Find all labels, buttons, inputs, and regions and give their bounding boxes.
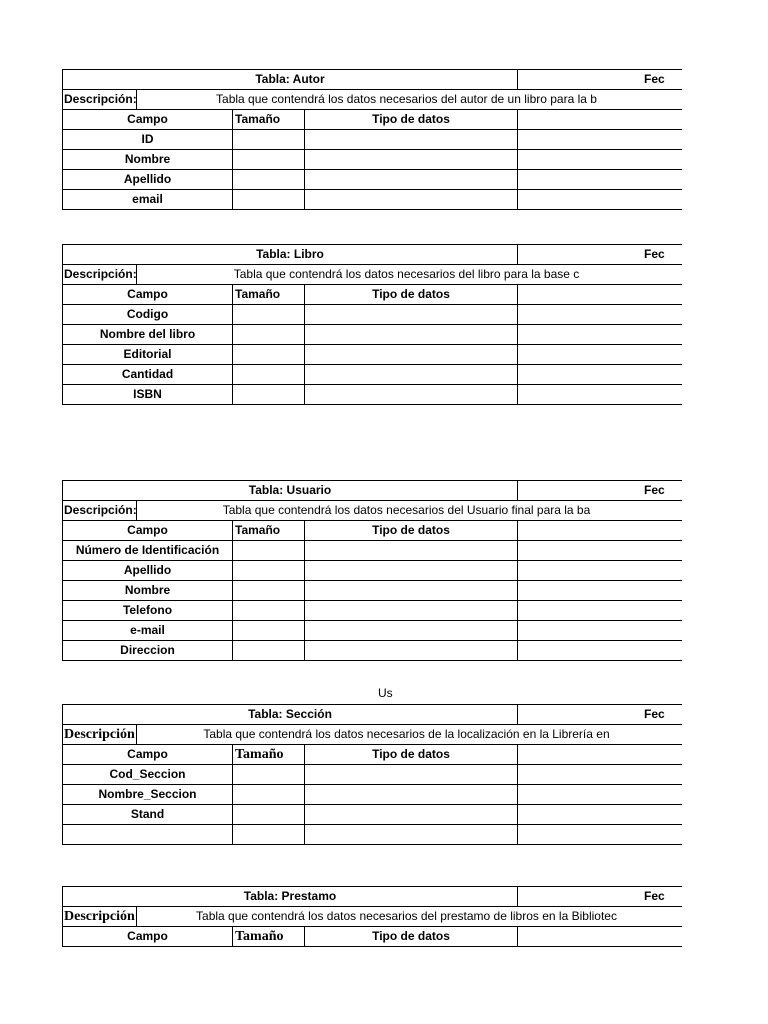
header-campo: Campo bbox=[62, 745, 232, 764]
table-title: Tabla: Prestamo bbox=[62, 887, 517, 906]
table-row bbox=[62, 189, 682, 209]
title-row bbox=[62, 480, 682, 500]
field-type[interactable] bbox=[304, 325, 517, 344]
field-type[interactable] bbox=[304, 581, 517, 600]
title-row bbox=[62, 886, 682, 906]
field-size[interactable] bbox=[232, 190, 304, 209]
header-row bbox=[62, 744, 682, 764]
field-name: ISBN bbox=[62, 385, 232, 404]
table-bottom-border bbox=[62, 946, 682, 947]
table-row bbox=[62, 580, 682, 600]
field-extra[interactable] bbox=[517, 621, 677, 640]
field-name: Nombre bbox=[62, 150, 232, 169]
field-type[interactable] bbox=[304, 641, 517, 660]
header-tipo: Tipo de datos bbox=[304, 745, 517, 764]
field-type[interactable] bbox=[304, 621, 517, 640]
fecha-label: Fec bbox=[517, 705, 677, 724]
table-4 bbox=[62, 704, 665, 845]
field-size[interactable] bbox=[232, 170, 304, 189]
field-type[interactable] bbox=[304, 365, 517, 384]
field-size[interactable] bbox=[232, 805, 304, 824]
field-name: Cantidad bbox=[62, 365, 232, 384]
description-text[interactable]: Tabla que contendrá los datos necesarios de la localización en la Librería en bbox=[136, 725, 676, 744]
table-row bbox=[62, 784, 682, 804]
description-text[interactable]: Tabla que contendrá los datos necesarios del prestamo de libros en la Bibliotec bbox=[136, 907, 676, 926]
header-tamano: Tamaño bbox=[232, 927, 304, 946]
description-label: Descripción: bbox=[62, 90, 136, 109]
field-type[interactable] bbox=[304, 385, 517, 404]
field-type[interactable] bbox=[304, 541, 517, 560]
table-title: Tabla: Usuario bbox=[62, 481, 517, 500]
header-campo: Campo bbox=[62, 927, 232, 946]
fecha-label: Fec bbox=[517, 481, 677, 500]
table-title: Tabla: Sección bbox=[62, 705, 517, 724]
fecha-label: Fec bbox=[517, 245, 677, 264]
header-tipo: Tipo de datos bbox=[304, 927, 517, 946]
description-row bbox=[62, 500, 682, 520]
table-3 bbox=[62, 480, 665, 661]
field-size[interactable] bbox=[232, 305, 304, 324]
header-tamano: Tamaño bbox=[232, 110, 304, 129]
field-extra[interactable] bbox=[517, 325, 677, 344]
field-type[interactable] bbox=[304, 805, 517, 824]
description-label: Descripción bbox=[64, 909, 135, 924]
table-title: Tabla: Libro bbox=[62, 245, 517, 264]
field-extra[interactable] bbox=[517, 765, 677, 784]
field-size[interactable] bbox=[232, 785, 304, 804]
description-text[interactable]: Tabla que contendrá los datos necesarios del autor de un libro para la b bbox=[136, 90, 676, 109]
field-size[interactable] bbox=[232, 130, 304, 149]
field-extra[interactable] bbox=[517, 561, 677, 580]
field-size[interactable] bbox=[232, 541, 304, 560]
field-extra[interactable] bbox=[517, 345, 677, 364]
field-extra[interactable] bbox=[517, 785, 677, 804]
field-size[interactable] bbox=[232, 581, 304, 600]
table-row bbox=[62, 640, 682, 660]
field-type[interactable] bbox=[304, 305, 517, 324]
header-row bbox=[62, 926, 682, 946]
field-size[interactable] bbox=[232, 345, 304, 364]
field-size[interactable] bbox=[232, 641, 304, 660]
table-bottom-border bbox=[62, 209, 682, 210]
field-name: Direccion bbox=[62, 641, 232, 660]
field-type[interactable] bbox=[304, 765, 517, 784]
header-extra bbox=[517, 110, 677, 129]
header-row bbox=[62, 109, 682, 129]
description-label: Descripción: bbox=[62, 501, 136, 520]
field-extra[interactable] bbox=[517, 825, 677, 844]
table-row bbox=[62, 560, 682, 580]
table-bottom-border bbox=[62, 844, 682, 845]
header-tamano: Tamaño bbox=[232, 745, 304, 764]
table-row bbox=[62, 344, 682, 364]
table-row bbox=[62, 364, 682, 384]
field-type[interactable] bbox=[304, 130, 517, 149]
description-text[interactable]: Tabla que contendrá los datos necesarios del Usuario final para la ba bbox=[136, 501, 676, 520]
field-name: Cod_Seccion bbox=[62, 765, 232, 784]
field-size[interactable] bbox=[232, 825, 304, 844]
field-size[interactable] bbox=[232, 385, 304, 404]
field-type[interactable] bbox=[304, 601, 517, 620]
fecha-label: Fec bbox=[517, 887, 677, 906]
field-type[interactable] bbox=[304, 785, 517, 804]
description-label: Descripción: bbox=[62, 265, 136, 284]
header-campo: Campo bbox=[62, 521, 232, 540]
field-name: Apellido bbox=[62, 561, 232, 580]
header-campo: Campo bbox=[62, 110, 232, 129]
field-name: Nombre del libro bbox=[62, 325, 232, 344]
field-size[interactable] bbox=[232, 765, 304, 784]
field-name: Stand bbox=[62, 805, 232, 824]
title-row bbox=[62, 704, 682, 724]
field-extra[interactable] bbox=[517, 365, 677, 384]
field-name bbox=[62, 825, 232, 844]
description-row bbox=[62, 89, 682, 109]
header-tamano: Tamaño bbox=[232, 521, 304, 540]
table-row bbox=[62, 804, 682, 824]
table-row bbox=[62, 540, 682, 560]
field-size[interactable] bbox=[232, 561, 304, 580]
field-name: Número de Identificación bbox=[62, 541, 232, 560]
field-extra[interactable] bbox=[517, 170, 677, 189]
table-row bbox=[62, 824, 682, 844]
header-tipo: Tipo de datos bbox=[304, 110, 517, 129]
field-name: ID bbox=[62, 130, 232, 149]
header-extra bbox=[517, 745, 677, 764]
table-1 bbox=[62, 69, 665, 210]
field-type[interactable] bbox=[304, 345, 517, 364]
field-type[interactable] bbox=[304, 825, 517, 844]
table-title: Tabla: Autor bbox=[62, 70, 517, 89]
table-2 bbox=[62, 244, 665, 405]
description-row bbox=[62, 724, 682, 744]
field-extra[interactable] bbox=[517, 541, 677, 560]
field-extra[interactable] bbox=[517, 150, 677, 169]
field-extra[interactable] bbox=[517, 190, 677, 209]
header-tamano: Tamaño bbox=[232, 285, 304, 304]
field-extra[interactable] bbox=[517, 641, 677, 660]
field-name: Telefono bbox=[62, 601, 232, 620]
table-5 bbox=[62, 886, 665, 947]
description-text[interactable]: Tabla que contendrá los datos necesarios del libro para la base c bbox=[136, 265, 676, 284]
table-row bbox=[62, 149, 682, 169]
fecha-label: Fec bbox=[517, 70, 677, 89]
header-extra bbox=[517, 927, 677, 946]
description-label: Descripción bbox=[64, 727, 135, 742]
description-row bbox=[62, 264, 682, 284]
header-extra bbox=[517, 521, 677, 540]
header-tipo: Tipo de datos bbox=[304, 285, 517, 304]
field-extra[interactable] bbox=[517, 385, 677, 404]
header-row bbox=[62, 520, 682, 540]
field-type[interactable] bbox=[304, 150, 517, 169]
header-extra bbox=[517, 285, 677, 304]
description-row bbox=[62, 906, 682, 926]
table-row bbox=[62, 384, 682, 404]
title-row bbox=[62, 69, 682, 89]
header-campo: Campo bbox=[62, 285, 232, 304]
field-size[interactable] bbox=[232, 150, 304, 169]
field-extra[interactable] bbox=[517, 130, 677, 149]
floating-note: Us bbox=[378, 686, 393, 700]
field-name: e-mail bbox=[62, 621, 232, 640]
field-name: Apellido bbox=[62, 170, 232, 189]
field-name: Nombre_Seccion bbox=[62, 785, 232, 804]
field-type[interactable] bbox=[304, 561, 517, 580]
field-size[interactable] bbox=[232, 325, 304, 344]
field-name: Editorial bbox=[62, 345, 232, 364]
field-type[interactable] bbox=[304, 190, 517, 209]
table-row bbox=[62, 304, 682, 324]
field-size[interactable] bbox=[232, 365, 304, 384]
header-tipo: Tipo de datos bbox=[304, 521, 517, 540]
field-name: email bbox=[62, 190, 232, 209]
field-extra[interactable] bbox=[517, 581, 677, 600]
title-row bbox=[62, 244, 682, 264]
field-type[interactable] bbox=[304, 170, 517, 189]
header-row bbox=[62, 284, 682, 304]
field-size[interactable] bbox=[232, 621, 304, 640]
table-row bbox=[62, 600, 682, 620]
field-extra[interactable] bbox=[517, 305, 677, 324]
table-row bbox=[62, 129, 682, 149]
table-bottom-border bbox=[62, 660, 682, 661]
field-size[interactable] bbox=[232, 601, 304, 620]
field-extra[interactable] bbox=[517, 601, 677, 620]
table-row bbox=[62, 324, 682, 344]
table-row bbox=[62, 764, 682, 784]
field-extra[interactable] bbox=[517, 805, 677, 824]
field-name: Nombre bbox=[62, 581, 232, 600]
field-name: Codigo bbox=[62, 305, 232, 324]
table-bottom-border bbox=[62, 404, 682, 405]
table-row bbox=[62, 620, 682, 640]
table-row bbox=[62, 169, 682, 189]
